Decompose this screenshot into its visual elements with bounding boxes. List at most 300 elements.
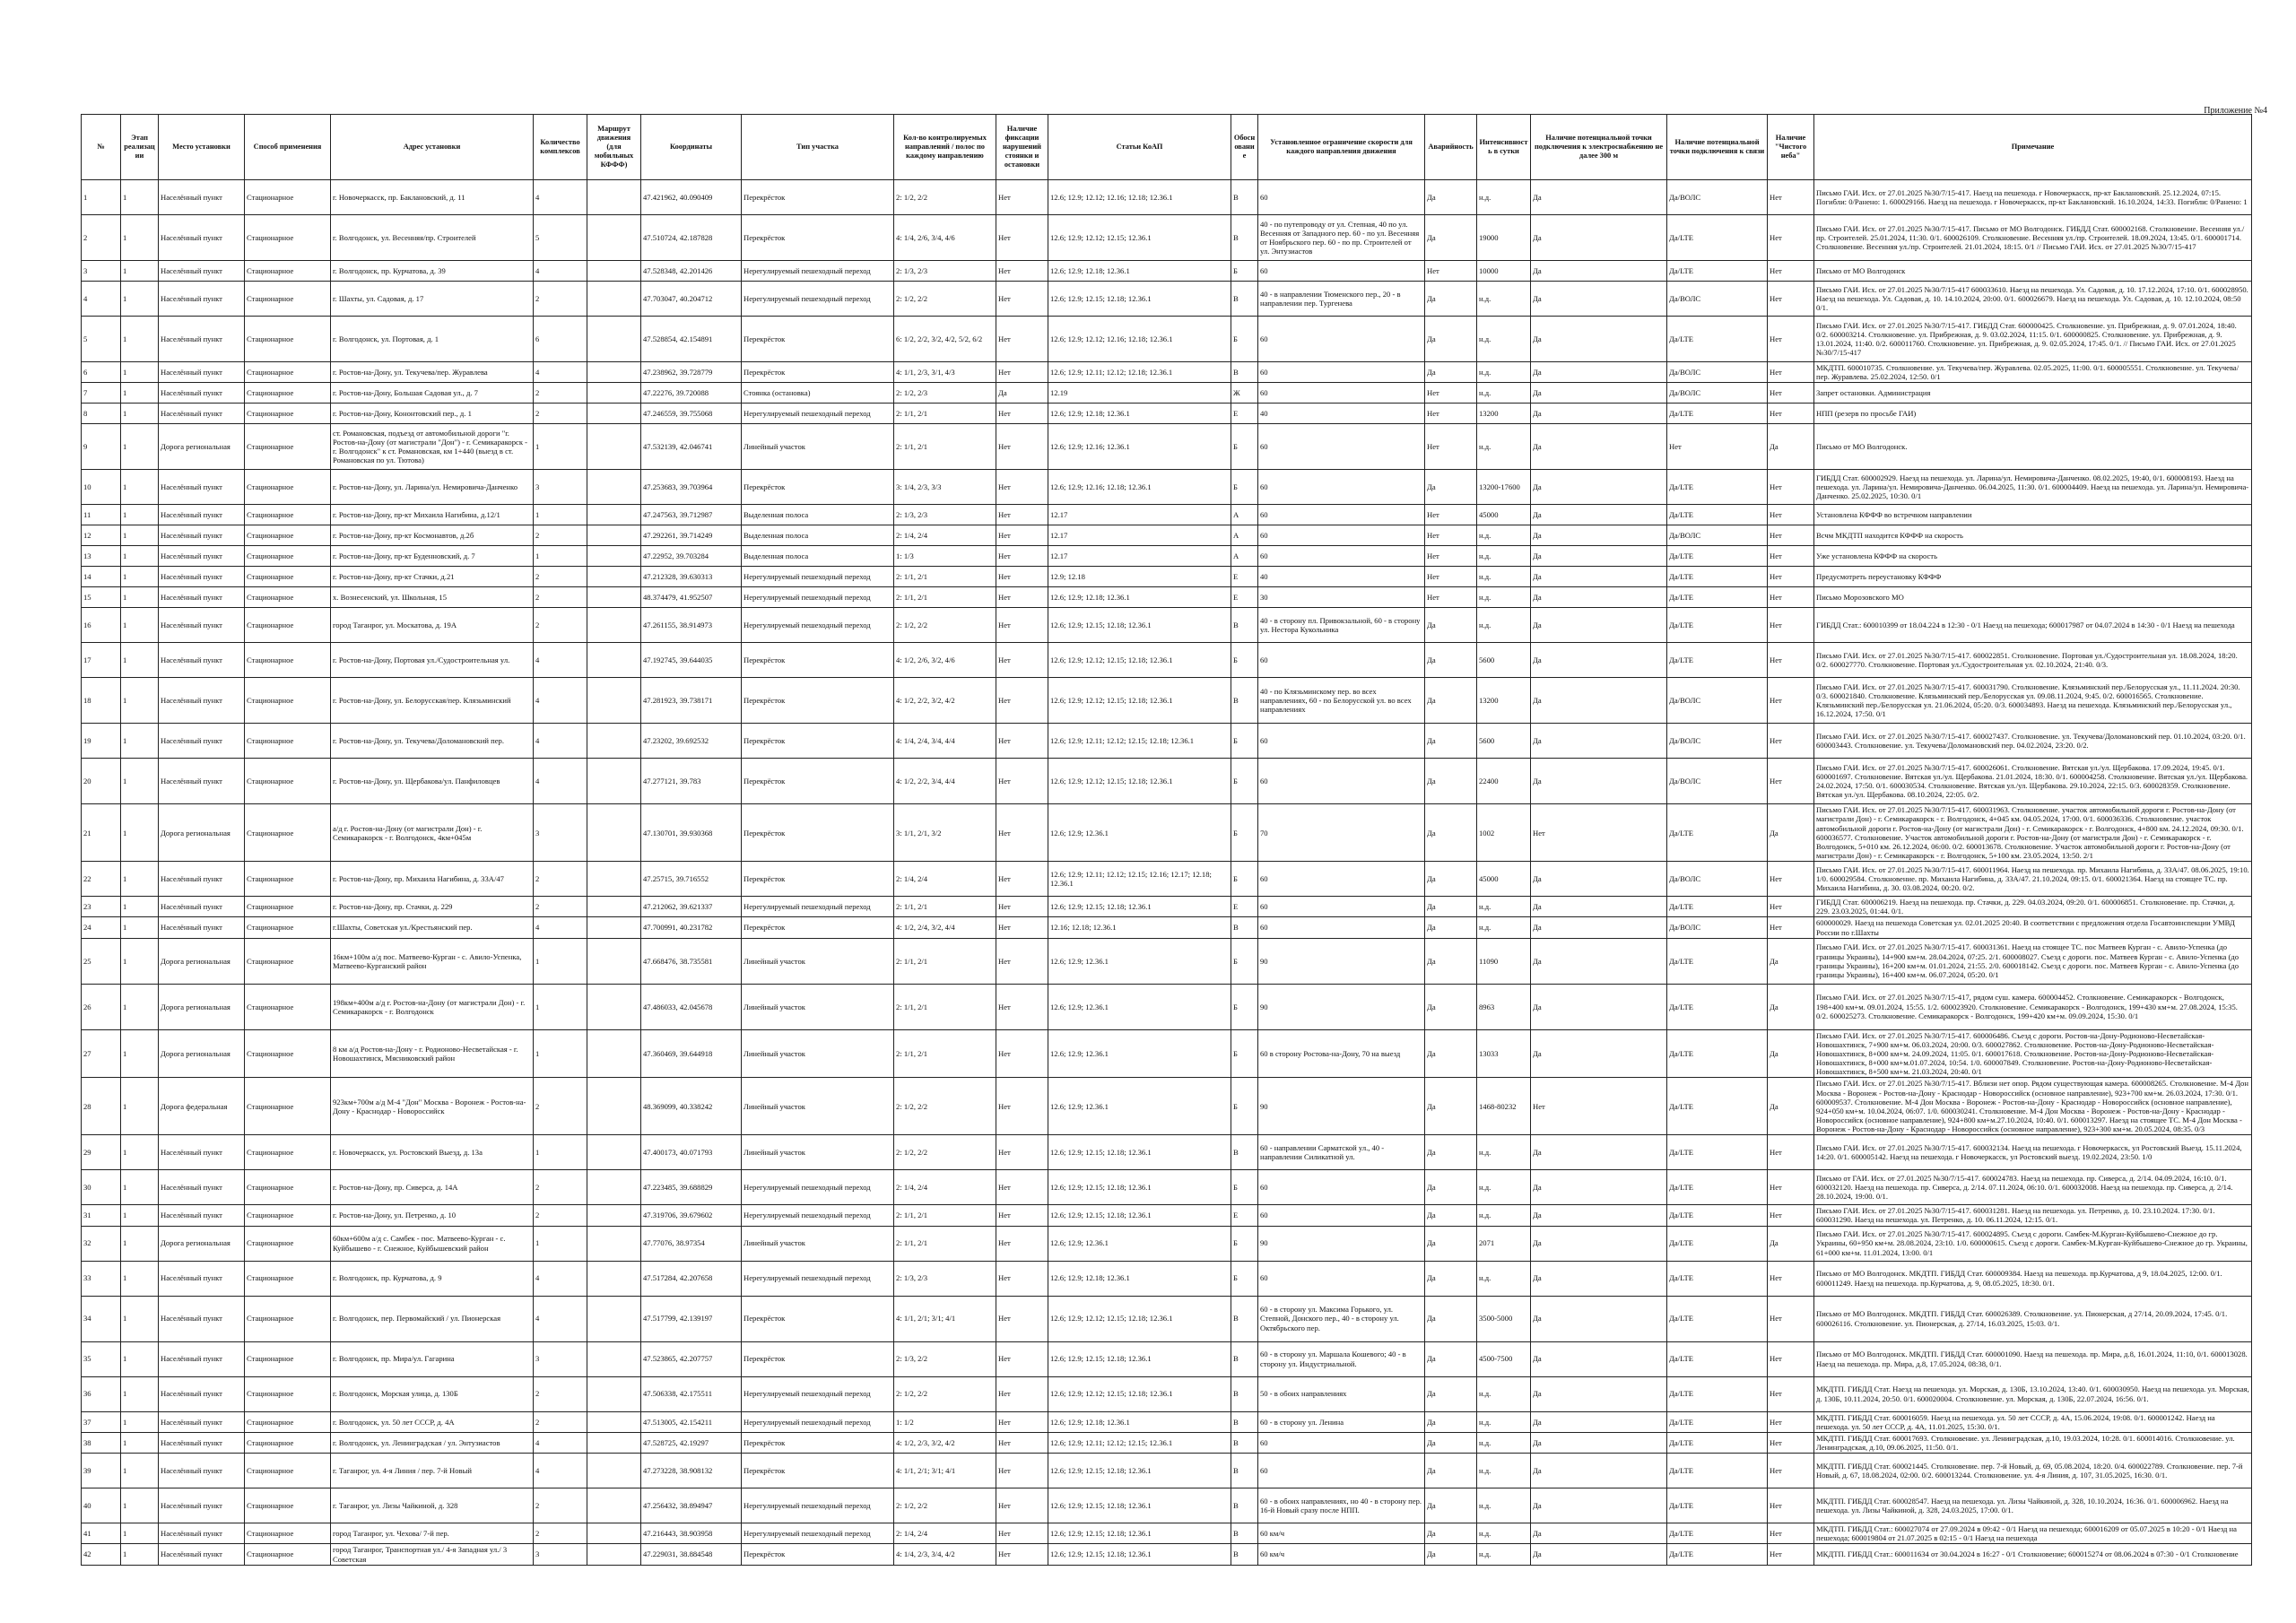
cell-n: 30: [82, 1170, 121, 1205]
cell-link: Да/ВОЛС: [1667, 282, 1768, 317]
cell-speed: 60: [1258, 1454, 1425, 1488]
cell-art: 12.6; 12.9; 12.36.1: [1048, 1078, 1231, 1135]
cell-link: Да/ВОЛС: [1667, 917, 1768, 938]
cell-qty: 1: [534, 938, 587, 984]
cell-stage: 1: [121, 1135, 159, 1170]
cell-type: Нерегулируемый пешеходный переход: [742, 404, 894, 424]
cell-route: [587, 470, 641, 505]
cell-stop: Нет: [996, 1296, 1048, 1341]
cell-coords: 47.532139, 42.046741: [641, 424, 742, 470]
cell-art: 12.6; 12.9; 12.12; 12.15; 12.18; 12.36.1: [1048, 678, 1231, 724]
cell-coords: 47.292261, 39.714249: [641, 525, 742, 546]
cell-power: Да: [1531, 862, 1667, 897]
cell-type: Перекрёсток: [742, 862, 894, 897]
cell-int: 5600: [1477, 643, 1531, 678]
cell-stage: 1: [121, 1544, 159, 1565]
cell-just: В: [1231, 215, 1258, 261]
header-row: [82, 115, 2252, 180]
cell-stop: Нет: [996, 362, 1048, 383]
cell-dirs: 1: 1/3: [894, 546, 996, 567]
cell-n: 23: [82, 897, 121, 917]
cell-art: 12.17: [1048, 525, 1231, 546]
cell-addr: 8 км а/д Ростов-на-Дону - г. Родионово-Несветайская - г. Новошахтинск, Мясниковский район: [331, 1029, 534, 1078]
cell-stage: 1: [121, 724, 159, 759]
cell-mode: Стационарное: [245, 1261, 331, 1296]
cell-int: 45000: [1477, 862, 1531, 897]
cell-sky: Нет: [1768, 1376, 1814, 1411]
cell-place: Населённый пункт: [159, 1135, 245, 1170]
table-row: [82, 1411, 2252, 1432]
table-row: [82, 317, 2252, 362]
cell-mode: Стационарное: [245, 1488, 331, 1523]
cell-sky: Нет: [1768, 1205, 1814, 1226]
cell-place: Населённый пункт: [159, 546, 245, 567]
cell-place: Дорога региональная: [159, 938, 245, 984]
cell-speed: 60: [1258, 362, 1425, 383]
cell-dirs: 4: 1/1, 2/1; 3/1; 4/1: [894, 1454, 996, 1488]
table-row: [82, 383, 2252, 404]
table-row: [82, 505, 2252, 525]
cell-stage: 1: [121, 546, 159, 567]
cell-coords: 48.374479, 41.952507: [641, 587, 742, 608]
cell-note: Письмо от МО Волгодонск. МКДТП. ГИБДД Стат. 600001090. Наезд на пешехода. пр. Мира, д.8, 16.01.2024, 11:10, 0/1. 600013028. Наезд на пешехода. пр. Мира, д.8, 17.05.2024, 08:38, 0/1.: [1814, 1341, 2252, 1376]
table-row: [82, 1205, 2252, 1226]
cell-qty: 4: [534, 362, 587, 383]
cell-addr: г. Ростов-на-Дону, ул. Ларина/ул. Немировича-Данченко: [331, 470, 534, 505]
cell-int: н.д.: [1477, 587, 1531, 608]
column-header: Примечание: [1814, 115, 2252, 180]
cell-type: Перекрёсток: [742, 215, 894, 261]
cell-place: Населённый пункт: [159, 1261, 245, 1296]
cell-qty: 2: [534, 1523, 587, 1544]
cell-qty: 2: [534, 383, 587, 404]
cell-link: Да/LTE: [1667, 587, 1768, 608]
cell-n: 3: [82, 261, 121, 282]
cell-acc: Да: [1425, 180, 1477, 215]
cell-place: Населённый пункт: [159, 1454, 245, 1488]
cell-link: Да/LTE: [1667, 1523, 1768, 1544]
cell-stage: 1: [121, 897, 159, 917]
cell-qty: 2: [534, 525, 587, 546]
cell-route: [587, 567, 641, 587]
cell-stop: Нет: [996, 1376, 1048, 1411]
cell-just: В: [1231, 1376, 1258, 1411]
cell-note: 600000029. Наезд на пешехода Советская ул. 02.01.2025 20:40. В соответствии с предложения отдела Госавтоинспекции УМВД России по г.Шахты: [1814, 917, 2252, 938]
cell-power: Да: [1531, 1523, 1667, 1544]
cell-route: [587, 1226, 641, 1261]
cell-power: Да: [1531, 317, 1667, 362]
cell-sky: Нет: [1768, 362, 1814, 383]
cell-int: н.д.: [1477, 383, 1531, 404]
cell-just: В: [1231, 1454, 1258, 1488]
cell-note: МКДТП. ГИБДД Стат. 600016059. Наезд на пешехода. ул. 50 лет СССР, д. 4А, 15.06.2024, 19:08. 0/1. 600001242. Наезд на пешехода. ул. 50 лет СССР, д. 4А, 11.01.2025, 15:30. 0/1.: [1814, 1411, 2252, 1432]
cell-acc: Да: [1425, 1488, 1477, 1523]
cell-link: Да/ВОЛС: [1667, 383, 1768, 404]
cell-qty: 4: [534, 678, 587, 724]
cell-qty: 1: [534, 424, 587, 470]
cell-link: Да/ВОЛС: [1667, 759, 1768, 804]
cell-mode: Стационарное: [245, 215, 331, 261]
cell-just: Е: [1231, 567, 1258, 587]
cell-mode: Стационарное: [245, 424, 331, 470]
cell-acc: Да: [1425, 1432, 1477, 1453]
cell-place: Населённый пункт: [159, 917, 245, 938]
cell-route: [587, 1454, 641, 1488]
cell-type: Нерегулируемый пешеходный переход: [742, 1205, 894, 1226]
cell-addr: г. Ростов-на-Дону, ул. Белорусская/пер. Клязьминский: [331, 678, 534, 724]
cell-sky: Нет: [1768, 180, 1814, 215]
cell-link: Да/LTE: [1667, 1544, 1768, 1565]
cell-dirs: 4: 1/1, 2/1; 3/1; 4/1: [894, 1296, 996, 1341]
cell-just: Е: [1231, 587, 1258, 608]
cell-int: 1002: [1477, 804, 1531, 862]
cell-stop: Нет: [996, 1488, 1048, 1523]
cell-place: Дорога региональная: [159, 804, 245, 862]
cell-link: Да/ВОЛС: [1667, 678, 1768, 724]
cell-addr: г. Ростов-на-Дону, ул. Петренко, д. 10: [331, 1205, 534, 1226]
cell-place: Населённый пункт: [159, 470, 245, 505]
cell-n: 24: [82, 917, 121, 938]
cell-link: Да/LTE: [1667, 1029, 1768, 1078]
column-header: Интенсивность в сутки: [1477, 115, 1531, 180]
cell-acc: Да: [1425, 862, 1477, 897]
cell-qty: 1: [534, 1135, 587, 1170]
cell-qty: 4: [534, 261, 587, 282]
cell-stage: 1: [121, 215, 159, 261]
cell-coords: 47.510724, 42.187828: [641, 215, 742, 261]
cell-stop: Нет: [996, 525, 1048, 546]
cell-speed: 90: [1258, 1226, 1425, 1261]
cell-art: 12.16; 12.18; 12.36.1: [1048, 917, 1231, 938]
cell-mode: Стационарное: [245, 505, 331, 525]
cell-coords: 47.273228, 38.908132: [641, 1454, 742, 1488]
cell-route: [587, 1135, 641, 1170]
cell-addr: г.Шахты, Советская ул./Крестьянский пер.: [331, 917, 534, 938]
cell-acc: Да: [1425, 724, 1477, 759]
cell-art: 12.6; 12.9; 12.12; 12.15; 12.18; 12.36.1: [1048, 1296, 1231, 1341]
cell-stop: Нет: [996, 470, 1048, 505]
cell-place: Дорога региональная: [159, 1226, 245, 1261]
cell-sky: Нет: [1768, 724, 1814, 759]
cell-just: В: [1231, 1488, 1258, 1523]
cell-route: [587, 1078, 641, 1135]
cell-link: Да/LTE: [1667, 317, 1768, 362]
cell-n: 42: [82, 1544, 121, 1565]
cell-int: н.д.: [1477, 317, 1531, 362]
cell-mode: Стационарное: [245, 546, 331, 567]
cell-acc: Да: [1425, 608, 1477, 643]
cell-route: [587, 1411, 641, 1432]
cell-art: 12.9; 12.18: [1048, 567, 1231, 587]
cell-acc: Да: [1425, 1261, 1477, 1296]
cell-stage: 1: [121, 470, 159, 505]
cell-stop: Нет: [996, 1170, 1048, 1205]
cell-dirs: 2: 1/2, 2/2: [894, 608, 996, 643]
cell-acc: Да: [1425, 1341, 1477, 1376]
cell-place: Населённый пункт: [159, 1296, 245, 1341]
cell-coords: 47.238962, 39.728779: [641, 362, 742, 383]
cell-stage: 1: [121, 759, 159, 804]
cell-route: [587, 1205, 641, 1226]
cell-sky: Нет: [1768, 678, 1814, 724]
cell-place: Населённый пункт: [159, 215, 245, 261]
cell-addr: г. Ростов-на-Дону, ул. Текучева/Доломановский пер.: [331, 724, 534, 759]
cell-type: Выделенная полоса: [742, 546, 894, 567]
cell-sky: Нет: [1768, 505, 1814, 525]
cell-mode: Стационарное: [245, 567, 331, 587]
cell-link: Да/LTE: [1667, 804, 1768, 862]
cell-art: 12.6; 12.9; 12.15; 12.18; 12.36.1: [1048, 1488, 1231, 1523]
cell-stage: 1: [121, 525, 159, 546]
cell-type: Линейный участок: [742, 938, 894, 984]
table-row: [82, 678, 2252, 724]
cell-art: 12.6; 12.9; 12.11; 12.12; 12.15; 12.36.1: [1048, 1432, 1231, 1453]
cell-int: н.д.: [1477, 1376, 1531, 1411]
cell-mode: Стационарное: [245, 897, 331, 917]
cell-speed: 30: [1258, 587, 1425, 608]
cell-place: Дорога федеральная: [159, 1078, 245, 1135]
column-header: Установленное ограничение скорости для каждого направления движения: [1258, 115, 1425, 180]
cell-dirs: 4: 1/4, 2/3, 3/4, 4/2: [894, 1544, 996, 1565]
cell-type: Нерегулируемый пешеходный переход: [742, 1170, 894, 1205]
cell-qty: 4: [534, 759, 587, 804]
cell-type: Перекрёсток: [742, 643, 894, 678]
cell-int: н.д.: [1477, 1261, 1531, 1296]
cell-speed: 40: [1258, 567, 1425, 587]
cell-mode: Стационарное: [245, 724, 331, 759]
cell-art: 12.6; 12.9; 12.16; 12.36.1: [1048, 424, 1231, 470]
cell-qty: 2: [534, 1488, 587, 1523]
column-header: Способ применения: [245, 115, 331, 180]
cell-note: Письмо от МО Волгодонск.: [1814, 424, 2252, 470]
cell-addr: г. Ростов-на-Дону, Кононтовский пер., д. 1: [331, 404, 534, 424]
cell-stage: 1: [121, 1523, 159, 1544]
cell-sky: Нет: [1768, 1523, 1814, 1544]
column-header: Координаты: [641, 115, 742, 180]
cell-note: Письмо ГАИ. Исх. от 27.01.2025 №30/7/15-417. 600024895. Съезд с дороги. Самбек-М.Курган-Куйбышево-Снежное до гр. Украины, 60+950 км+м. 28.08.2024, 23:10. 1/0. 600000615. Съезд с дороги. Самбек-М.Курган-Куйбышево-Снежное до гр. Украины, 61+000 км+м. 11.01.2024, 13:00. 0/1: [1814, 1226, 2252, 1261]
cell-type: Перекрёсток: [742, 724, 894, 759]
cell-place: Населённый пункт: [159, 567, 245, 587]
cell-acc: Да: [1425, 897, 1477, 917]
cell-speed: 60: [1258, 1432, 1425, 1453]
cell-n: 32: [82, 1226, 121, 1261]
cell-speed: 60: [1258, 897, 1425, 917]
cell-n: 12: [82, 525, 121, 546]
cell-addr: город Таганрог, ул. Москатова, д. 19А: [331, 608, 534, 643]
cell-stage: 1: [121, 404, 159, 424]
cell-power: Да: [1531, 525, 1667, 546]
cell-stage: 1: [121, 1078, 159, 1135]
cell-n: 37: [82, 1411, 121, 1432]
cell-stop: Нет: [996, 1341, 1048, 1376]
cell-coords: 47.25715, 39.716552: [641, 862, 742, 897]
cell-note: Письмо ГАИ. Исх. от 27.01.2025 №30/7/15-417 600033610. Наезд на пешехода. Ул. Садовая, д. 10. 17.12.2024, 17:10. 0/1. 600028950. Наезд на пешехода. Ул. Садовая, д. 10. 14.10.2024, 20:00. 0/1. 600026679. Наезд на пешехода. Ул. Садовая, д. 10. 12.10.2024, 08:50 0/1.: [1814, 282, 2252, 317]
cell-just: В: [1231, 180, 1258, 215]
cell-link: Да/LTE: [1667, 1261, 1768, 1296]
cell-type: Перекрёсток: [742, 917, 894, 938]
cell-sky: Нет: [1768, 587, 1814, 608]
cell-place: Населённый пункт: [159, 362, 245, 383]
cell-note: ГИБДД Стат. 600006219. Наезд на пешехода. пр. Стачки, д. 229. 04.03.2024, 09:20. 0/1. 600006851. Столкновение. пр. Стачки, д. 229. 23.03.2025, 01:44. 0/1.: [1814, 897, 2252, 917]
cell-link: Да/ВОЛС: [1667, 362, 1768, 383]
cell-place: Дорога региональная: [159, 984, 245, 1029]
cell-dirs: 2: 1/3, 2/3: [894, 505, 996, 525]
cell-addr: г. Волгодонск, пр. Курчатова, д. 39: [331, 261, 534, 282]
cell-sky: Да: [1768, 1029, 1814, 1078]
cell-type: Нерегулируемый пешеходный переход: [742, 587, 894, 608]
cell-stop: Нет: [996, 282, 1048, 317]
cell-addr: г. Ростов-на-Дону, пр-кт Михаила Нагибина, д.12/1: [331, 505, 534, 525]
cell-sky: Нет: [1768, 261, 1814, 282]
cell-int: н.д.: [1477, 1205, 1531, 1226]
cell-note: ГИБДД Стат.: 600010399 от 18.04.224 в 12:30 - 0/1 Наезд на пешехода; 600017987 от 04.07.2024 в 14:30 - 0/1 Наезд на пешехода: [1814, 608, 2252, 643]
cell-addr: г. Волгодонск, ул. Портовая, д. 1: [331, 317, 534, 362]
cell-route: [587, 917, 641, 938]
column-header: Статьи КоАП: [1048, 115, 1231, 180]
cell-sky: Нет: [1768, 1544, 1814, 1565]
cell-art: 12.6; 12.9; 12.36.1: [1048, 984, 1231, 1029]
cell-link: Да/LTE: [1667, 1411, 1768, 1432]
cell-place: Дорога региональная: [159, 1029, 245, 1078]
table-row: [82, 362, 2252, 383]
cell-n: 11: [82, 505, 121, 525]
cell-route: [587, 587, 641, 608]
cell-dirs: 2: 1/2, 2/2: [894, 1376, 996, 1411]
cell-acc: Да: [1425, 984, 1477, 1029]
cell-stage: 1: [121, 1296, 159, 1341]
cell-power: Да: [1531, 917, 1667, 938]
cell-power: Да: [1531, 261, 1667, 282]
cell-type: Нерегулируемый пешеходный переход: [742, 1376, 894, 1411]
cell-note: Письмо ГАИ. Исх. от 27.01.2025 №30/7/15-417. 600026061. Столкновение. Вятская ул./ул. Щербакова. 17.09.2024, 19:45. 0/1. 600001697. Столкновение. Вятская ул./ул. Щербакова. 21.01.2024, 18:30. 0/1. 600004258. Столкновение. Вятская ул./ул. Щербакова. 24.02.2024, 17:50. 0/1. 600030534. Столкновение. Вятская ул./ул. Щербакова. 29.10.2024, 22:15. 0/3. 600028359. Столкновение. Вятская ул./ул. Щербакова. 08.10.2024, 22:05. 0/2.: [1814, 759, 2252, 804]
cell-place: Населённый пункт: [159, 862, 245, 897]
table-row: [82, 897, 2252, 917]
cell-acc: Да: [1425, 317, 1477, 362]
column-header: Тип участка: [742, 115, 894, 180]
cell-mode: Стационарное: [245, 643, 331, 678]
cell-acc: Нет: [1425, 261, 1477, 282]
cell-art: 12.6; 12.9; 12.11; 12.12; 12.15; 12.18; 12.36.1: [1048, 724, 1231, 759]
cell-place: Населённый пункт: [159, 587, 245, 608]
cell-note: Установлена КФФФ во встречном направлении: [1814, 505, 2252, 525]
cell-art: 12.6; 12.9; 12.15; 12.18; 12.36.1: [1048, 1544, 1231, 1565]
cell-sky: Нет: [1768, 1170, 1814, 1205]
cell-power: Да: [1531, 608, 1667, 643]
cell-addr: г. Ростов-на-Дону, пр. Сиверса, д. 14А: [331, 1170, 534, 1205]
cell-just: В: [1231, 1544, 1258, 1565]
cell-sky: Нет: [1768, 917, 1814, 938]
cell-just: А: [1231, 505, 1258, 525]
cell-dirs: 2: 1/1, 2/1: [894, 567, 996, 587]
cell-n: 6: [82, 362, 121, 383]
cell-power: Да: [1531, 470, 1667, 505]
cell-n: 19: [82, 724, 121, 759]
cell-acc: Да: [1425, 759, 1477, 804]
cell-stage: 1: [121, 608, 159, 643]
cell-stop: Нет: [996, 546, 1048, 567]
cell-int: н.д.: [1477, 1523, 1531, 1544]
cell-int: н.д.: [1477, 1454, 1531, 1488]
cell-route: [587, 383, 641, 404]
cell-art: 12.6; 12.9; 12.15; 12.18; 12.36.1: [1048, 1341, 1231, 1376]
cell-speed: 50 - в обоих направлениях: [1258, 1376, 1425, 1411]
cell-addr: г. Ростов-на-Дону, ул. Щербакова/ул. Панфиловцев: [331, 759, 534, 804]
cell-addr: г. Волгодонск, пр. Курчатова, д. 9: [331, 1261, 534, 1296]
cell-type: Линейный участок: [742, 1029, 894, 1078]
cell-qty: 2: [534, 282, 587, 317]
cell-dirs: 4: 1/1, 2/3, 3/1, 4/3: [894, 362, 996, 383]
cell-acc: Да: [1425, 1296, 1477, 1341]
column-header: Этап реализации: [121, 115, 159, 180]
cell-link: Да/LTE: [1667, 1135, 1768, 1170]
cell-just: А: [1231, 525, 1258, 546]
cell-note: Письмо ГАИ. Исх. от 27.01.2025 №30/7/15-417. Вблизи нет опор. Рядом существующая камера. 600008265. Столкновение. М-4 Дон Москва - Воронеж - Ростов-на-Дону - Краснодар - Новороссийск (основное направление), 923+700 км+м. 26.03.2024, 17:30. 0/1. 600009537. Столкновение. М-4 Дон Москва - Воронеж - Ростов-на-Дону - Краснодар - Новороссийск (основное направление), 924+050 км+м. 10.04.2024, 06:07. 1/0. 600030241. Столкновение. М-4 Дон Москва - Воронеж - Ростов-на-Дону - Краснодар - Новороссийск (основное направление), 924+800 км+м.27.10.2024, 10:40. 0/1. 600013297. Наезд на стоящее ТС. М-4 Дон Москва - Воронеж - Ростов-на-Дону - Краснодар - Новороссийск (основное направление), 923+300 км+м. 20.05.2024, 08:35. 0/3: [1814, 1078, 2252, 1135]
cell-link: Да/LTE: [1667, 505, 1768, 525]
cell-stop: Нет: [996, 724, 1048, 759]
cell-just: Б: [1231, 643, 1258, 678]
cell-route: [587, 1296, 641, 1341]
cell-note: МКДТП. ГИБДД Стат. 600028547. Наезд на пешехода. ул. Лизы Чайкиной, д. 328, 10.10.2024, 16:36. 0/1. 600006962. Наезд на пешехода. ул. Лизы Чайкиной, д. 328, 24.03.2025, 17:00. 0/1.: [1814, 1488, 2252, 1523]
cell-power: Да: [1531, 1544, 1667, 1565]
cell-addr: г. Волгодонск, Морская улица, д. 130Б: [331, 1376, 534, 1411]
cell-power: Да: [1531, 724, 1667, 759]
cell-power: Нет: [1531, 1078, 1667, 1135]
cell-sky: Да: [1768, 804, 1814, 862]
cell-stop: Нет: [996, 1454, 1048, 1488]
cell-stage: 1: [121, 261, 159, 282]
cell-sky: Нет: [1768, 282, 1814, 317]
cell-stop: Нет: [996, 984, 1048, 1029]
cell-link: Да/LTE: [1667, 608, 1768, 643]
cell-place: Населённый пункт: [159, 505, 245, 525]
cell-int: н.д.: [1477, 525, 1531, 546]
cell-power: Да: [1531, 1341, 1667, 1376]
column-header: №: [82, 115, 121, 180]
cell-sky: Нет: [1768, 470, 1814, 505]
cell-dirs: 2: 1/1, 2/1: [894, 424, 996, 470]
cell-just: Б: [1231, 1078, 1258, 1135]
cell-route: [587, 215, 641, 261]
cell-art: 12.6; 12.9; 12.18; 12.36.1: [1048, 261, 1231, 282]
cell-addr: х. Вознесенский, ул. Школьная, 15: [331, 587, 534, 608]
cell-int: 45000: [1477, 505, 1531, 525]
cell-acc: Да: [1425, 1205, 1477, 1226]
cell-qty: 3: [534, 1544, 587, 1565]
cell-link: Да/LTE: [1667, 1078, 1768, 1135]
cell-speed: 60: [1258, 546, 1425, 567]
table-row: [82, 587, 2252, 608]
cell-just: Б: [1231, 424, 1258, 470]
cell-qty: 1: [534, 1029, 587, 1078]
cell-speed: 60: [1258, 917, 1425, 938]
table-row: [82, 724, 2252, 759]
cell-int: н.д.: [1477, 362, 1531, 383]
cell-qty: 2: [534, 1411, 587, 1432]
cell-dirs: 2: 1/1, 2/1: [894, 1205, 996, 1226]
cell-int: 10000: [1477, 261, 1531, 282]
cell-acc: Да: [1425, 362, 1477, 383]
cell-dirs: 4: 1/2, 2/2, 3/2, 4/2: [894, 678, 996, 724]
cell-note: Письмо ГАИ. Исх. от 27.01.2025 №30/7/15-417. 600031790. Столкновение. Клязьминский пер./Белорусская ул., 11.11.2024. 20:30. 0/3. 600021840. Столкновение. Клязьминский пер./Белорусская ул. 09.08.11.2024, 9:45. 0/2. 600016565. Столкновение. Клязьминский пер./Белорусская ул. 21.06.2024, 05:20. 0/3. 600034893. Наезд на пешехода. Клязьминский пер./Белорусская ул., 16.12.2024, 17:50. 0/1: [1814, 678, 2252, 724]
cell-qty: 2: [534, 404, 587, 424]
cell-just: Б: [1231, 261, 1258, 282]
cell-just: В: [1231, 678, 1258, 724]
cell-coords: 47.77076, 38.97354: [641, 1226, 742, 1261]
cell-just: Е: [1231, 897, 1258, 917]
cell-n: 40: [82, 1488, 121, 1523]
cell-power: Да: [1531, 938, 1667, 984]
cell-just: Б: [1231, 1261, 1258, 1296]
